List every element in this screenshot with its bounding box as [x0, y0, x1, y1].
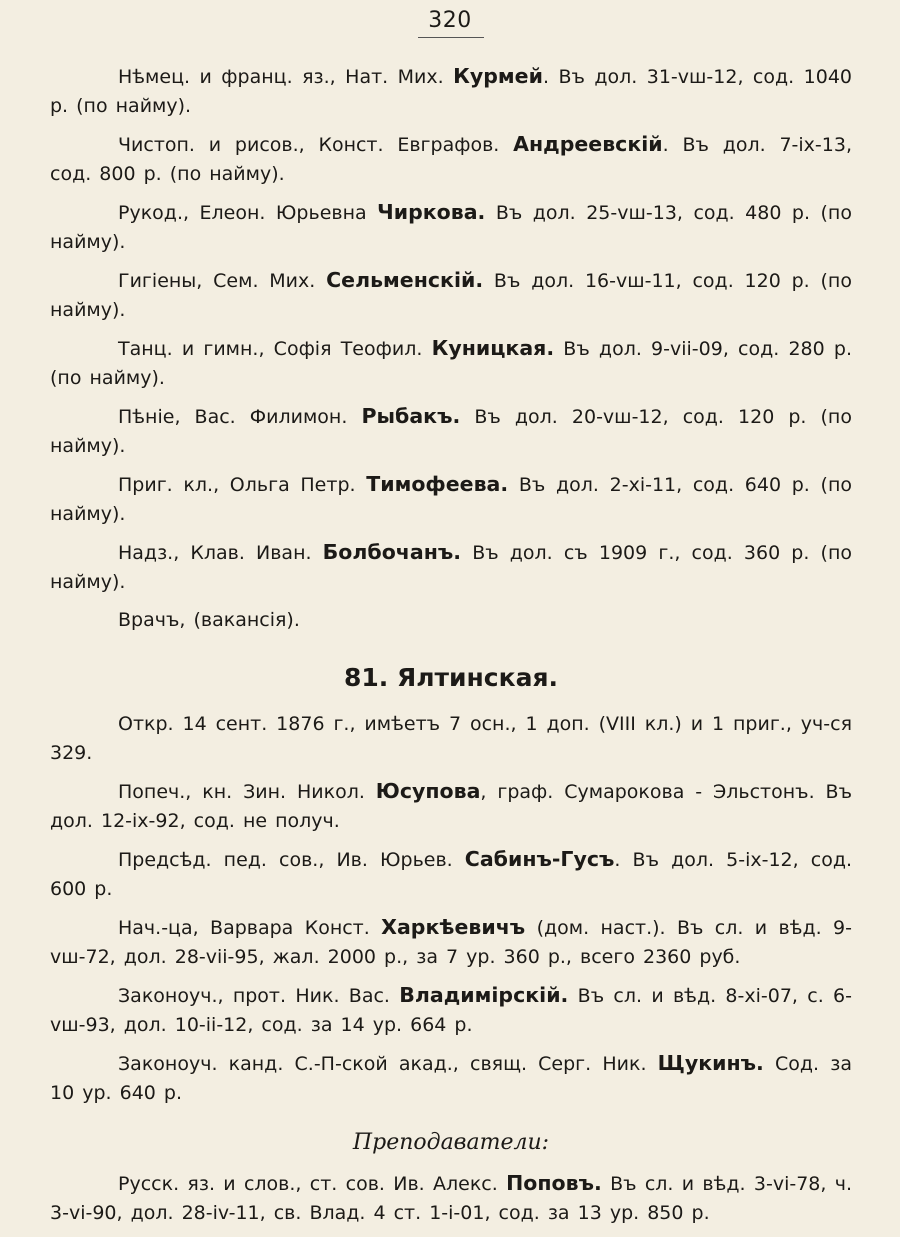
- entry-text: Русск. яз. и слов., ст. сов. Ив. Алекс.: [118, 1173, 507, 1195]
- entry-details: . Въ дол. 5-ix-12, сод. 600 р.: [50, 849, 853, 900]
- entry-surname: Тимофеева.: [366, 472, 509, 496]
- entry-details: Въ сл. и вѣд. 3-vi-78, ч. 3-vi-90, дол. 28-iv-11, св. Влад. 4 ст. 1-i-01, сод. за 13 ур. 850 р.: [50, 1173, 852, 1224]
- entry-paragraph: [50, 777, 852, 836]
- entry-details: . Въ дол. 31-vш-12, сод. 1040 р. (по найму).: [50, 66, 852, 117]
- entry-surname: Щукинъ.: [657, 1051, 764, 1075]
- entry-surname: Сельменскій.: [326, 268, 484, 292]
- staff-list-teachers: [50, 1169, 852, 1228]
- section-number: 81.: [343, 663, 389, 692]
- entry-details: Въ дол. 16-vш-11, сод. 120 р. (по найму).: [50, 270, 852, 321]
- entry-surname: Рыбакъ.: [361, 404, 461, 428]
- entry-text: Чистоп. и рисов., Конст. Евграфов.: [118, 134, 514, 156]
- entry-details: Въ дол. съ 1909 г., сод. 360 р. (по найму).: [50, 542, 852, 593]
- entry-text: Законоуч., прот. Ник. Вас.: [118, 985, 400, 1007]
- entry-paragraph: [50, 845, 852, 904]
- entry-text: Законоуч. канд. С.-П-ской акад., свящ. Серг. Ник.: [118, 1053, 658, 1075]
- entry-text: Нач.-ца, Варвара Конст.: [118, 917, 382, 939]
- entry-paragraph: [50, 981, 852, 1040]
- entry-surname: Куницкая.: [431, 336, 555, 360]
- entry-details: Въ дол. 25-vш-13, сод. 480 р. (по найму).: [50, 202, 852, 253]
- entry-details: . Въ дол. 7-ix-13, сод. 800 р. (по найму).: [50, 134, 852, 185]
- entry-details: Сод. за 10 ур. 640 р.: [50, 1053, 852, 1104]
- entry-text: Гигіены, Сем. Мих.: [118, 270, 327, 292]
- entry-text: Предсѣд. пед. сов., Ив. Юрьев.: [118, 849, 465, 871]
- entry-paragraph: [50, 470, 852, 529]
- entry-paragraph: [50, 538, 852, 597]
- entry-paragraph: [50, 606, 852, 635]
- page-number: 320: [428, 8, 472, 33]
- entry-surname: Курмей: [453, 64, 543, 88]
- entry-text: Нѣмец. и франц. яз., Нат. Мих.: [118, 66, 454, 88]
- entry-text: Рукод., Елеон. Юрьевна: [118, 202, 378, 224]
- entry-surname: Поповъ.: [506, 1171, 602, 1195]
- page-body: [50, 62, 852, 1237]
- entry-text: Врачъ, (вакансія).: [118, 609, 300, 631]
- entry-paragraph: [50, 198, 852, 257]
- entry-paragraph: [50, 402, 852, 461]
- entry-surname: Владимірскій.: [399, 983, 569, 1007]
- entry-surname: Чиркова.: [377, 200, 486, 224]
- entry-text: Надз., Клав. Иван.: [118, 542, 323, 564]
- entry-surname: Болбочанъ.: [322, 540, 462, 564]
- entry-details: Въ сл. и вѣд. 8-xi-07, с. 6-vш-93, дол. 10-ii-12, сод. за 14 ур. 664 р.: [50, 985, 852, 1036]
- entry-paragraph: [50, 710, 852, 768]
- entry-details: , граф. Сумарокова - Эльстонъ. Въ дол. 12-ix-92, сод. не получ.: [50, 781, 852, 832]
- entry-details: Въ дол. 2-xi-11, сод. 640 р. (по найму).: [50, 474, 852, 525]
- entry-details: (дом. наст.). Въ сл. и вѣд. 9-vш-72, дол. 28-vii-95, жал. 2000 р., за 7 ур. 360 р., всего 2360 руб.: [50, 917, 852, 968]
- entry-surname: Андреевскій: [513, 132, 663, 156]
- entry-paragraph: [50, 62, 852, 121]
- entry-text: Откр. 14 сент. 1876 г., имѣетъ 7 осн., 1 доп. (VIII кл.) и 1 приг., уч-ся 329.: [50, 713, 852, 764]
- entry-paragraph: [50, 913, 852, 972]
- entry-text: Приг. кл., Ольга Петр.: [118, 474, 367, 496]
- entry-surname: Харкѣевичъ: [381, 915, 526, 939]
- entry-text: Пѣніе, Вас. Филимон.: [118, 406, 362, 428]
- teachers-heading: Преподаватели:: [352, 1130, 550, 1155]
- entry-paragraph: [50, 1169, 852, 1228]
- entry-details: Въ дол. 20-vш-12, сод. 120 р. (по найму).: [50, 406, 852, 457]
- entry-details: Въ дол. 9-vii-09, сод. 280 р. (по найму).: [50, 338, 852, 389]
- entry-paragraph: [50, 266, 852, 325]
- staff-list-section: [50, 710, 852, 1108]
- entry-surname: Сабинъ-Гусъ: [464, 847, 615, 871]
- entry-paragraph: [50, 334, 852, 393]
- entry-text: Попеч., кн. Зин. Никол.: [118, 781, 376, 803]
- staff-list-top: [50, 62, 852, 635]
- entry-paragraph: [50, 1049, 852, 1108]
- section-heading: [50, 663, 852, 692]
- entry-paragraph: [50, 130, 852, 189]
- entry-surname: Юсупова: [375, 779, 481, 803]
- page-number-rule: [418, 37, 484, 38]
- section-title: Ялтинская.: [396, 663, 559, 692]
- entry-text: Танц. и гимн., Софія Теофил.: [118, 338, 432, 360]
